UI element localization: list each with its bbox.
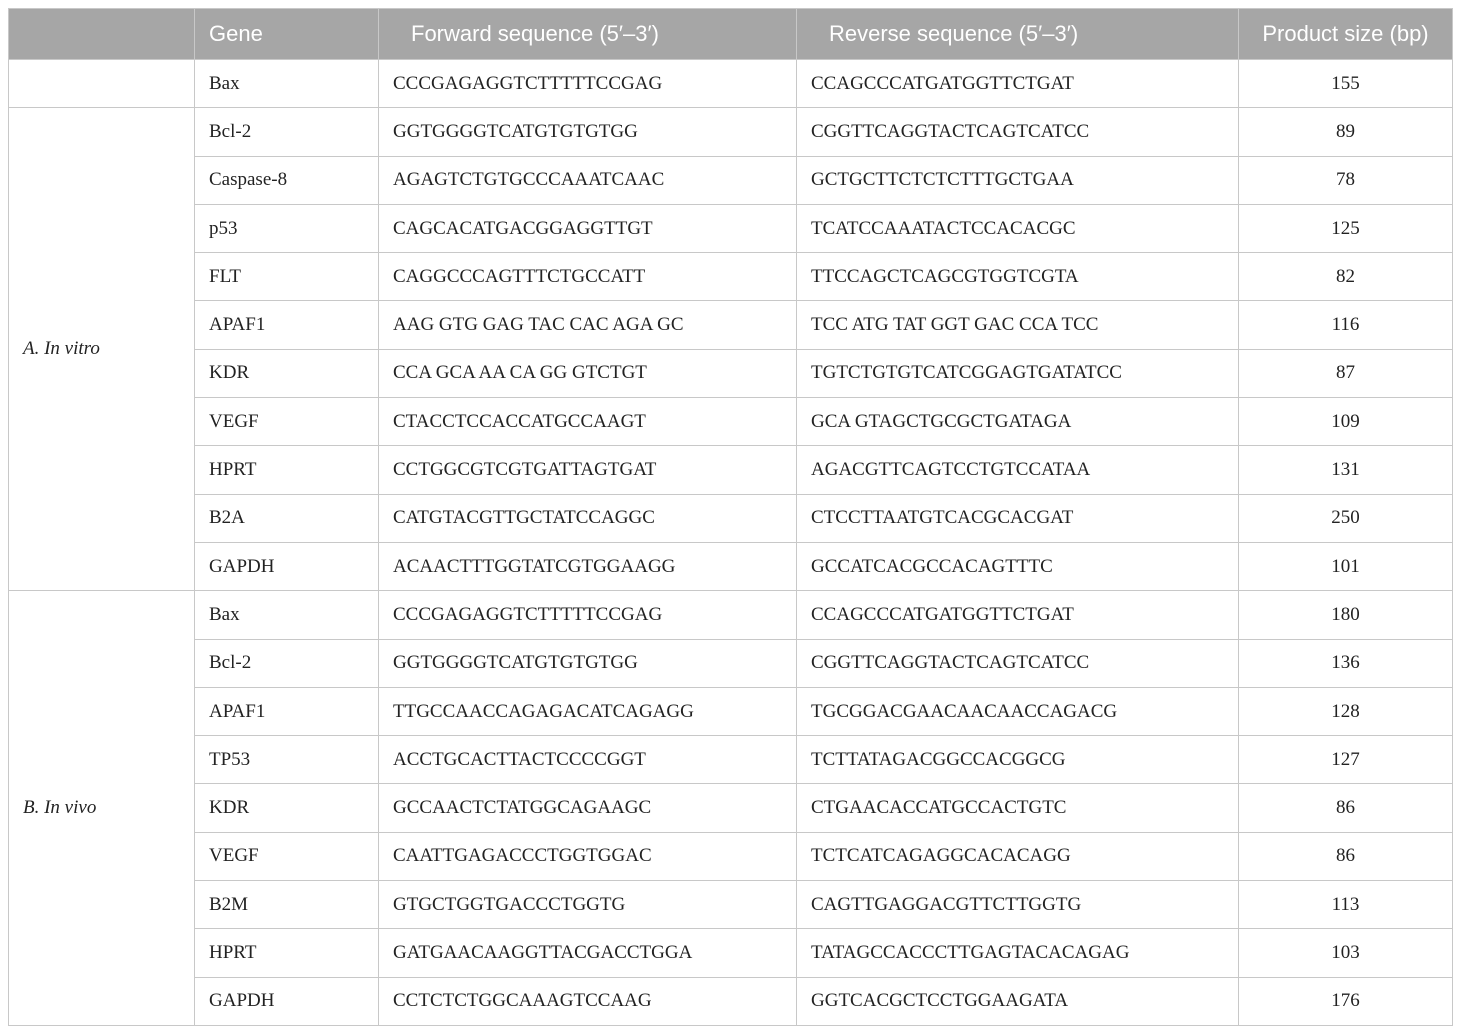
gene-cell: GAPDH bbox=[195, 542, 379, 590]
table-row bbox=[9, 446, 1453, 494]
gene-cell: KDR bbox=[195, 349, 379, 397]
header-reverse: Reverse sequence (5′–3′) bbox=[797, 9, 1239, 60]
size-cell: 113 bbox=[1239, 881, 1453, 929]
reverse-cell: CCAGCCCATGATGGTTCTGAT bbox=[797, 60, 1239, 108]
reverse-cell: TCTTATAGACGGCCACGGCG bbox=[797, 736, 1239, 784]
reverse-cell: TATAGCCACCCTTGAGTACACAGAG bbox=[797, 929, 1239, 977]
gene-cell: Bax bbox=[195, 591, 379, 639]
table-row bbox=[9, 977, 1453, 1025]
reverse-cell: CGGTTCAGGTACTCAGTCATCC bbox=[797, 108, 1239, 156]
table-row bbox=[9, 60, 1453, 108]
primer-table-container bbox=[8, 8, 1453, 1026]
table-row bbox=[9, 349, 1453, 397]
forward-cell: AGAGTCTGTGCCCAAATCAAC bbox=[379, 156, 797, 204]
gene-cell: APAF1 bbox=[195, 687, 379, 735]
header-size: Product size (bp) bbox=[1239, 9, 1453, 60]
reverse-cell: TGTCTGTGTCATCGGAGTGATATCC bbox=[797, 349, 1239, 397]
size-cell: 116 bbox=[1239, 301, 1453, 349]
table-row bbox=[9, 881, 1453, 929]
size-cell: 125 bbox=[1239, 204, 1453, 252]
forward-cell: CCCGAGAGGTCTTTTTCCGAG bbox=[379, 60, 797, 108]
size-cell: 176 bbox=[1239, 977, 1453, 1025]
reverse-cell: TTCCAGCTCAGCGTGGTCGTA bbox=[797, 253, 1239, 301]
group-label: A. In vitro bbox=[9, 108, 195, 591]
reverse-cell: TCC ATG TAT GGT GAC CCA TCC bbox=[797, 301, 1239, 349]
size-cell: 103 bbox=[1239, 929, 1453, 977]
size-cell: 136 bbox=[1239, 639, 1453, 687]
table-row bbox=[9, 929, 1453, 977]
table-row bbox=[9, 639, 1453, 687]
size-cell: 86 bbox=[1239, 784, 1453, 832]
size-cell: 250 bbox=[1239, 494, 1453, 542]
table-row bbox=[9, 108, 1453, 156]
forward-cell: CTACCTCCACCATGCCAAGT bbox=[379, 398, 797, 446]
size-cell: 155 bbox=[1239, 60, 1453, 108]
header-group bbox=[9, 9, 195, 60]
size-cell: 128 bbox=[1239, 687, 1453, 735]
reverse-cell: CGGTTCAGGTACTCAGTCATCC bbox=[797, 639, 1239, 687]
table-row bbox=[9, 494, 1453, 542]
table-row bbox=[9, 542, 1453, 590]
table-row bbox=[9, 301, 1453, 349]
size-cell: 131 bbox=[1239, 446, 1453, 494]
forward-cell: GATGAACAAGGTTACGACCTGGA bbox=[379, 929, 797, 977]
table-body bbox=[9, 60, 1453, 1026]
forward-cell: CAATTGAGACCCTGGTGGAC bbox=[379, 832, 797, 880]
size-cell: 89 bbox=[1239, 108, 1453, 156]
forward-cell: CAGGCCCAGTTTCTGCCATT bbox=[379, 253, 797, 301]
reverse-cell: CTGAACACCATGCCACTGTC bbox=[797, 784, 1239, 832]
forward-cell: CCA GCA AA CA GG GTCTGT bbox=[379, 349, 797, 397]
table-row bbox=[9, 736, 1453, 784]
forward-cell: ACAACTTTGGTATCGTGGAAGG bbox=[379, 542, 797, 590]
table-row bbox=[9, 591, 1453, 639]
gene-cell: B2M bbox=[195, 881, 379, 929]
size-cell: 78 bbox=[1239, 156, 1453, 204]
reverse-cell: GCTGCTTCTCTCTTTGCTGAA bbox=[797, 156, 1239, 204]
forward-cell: GCCAACTCTATGGCAGAAGC bbox=[379, 784, 797, 832]
size-cell: 87 bbox=[1239, 349, 1453, 397]
table-row bbox=[9, 398, 1453, 446]
reverse-cell: TCTCATCAGAGGCACACAGG bbox=[797, 832, 1239, 880]
reverse-cell: CCAGCCCATGATGGTTCTGAT bbox=[797, 591, 1239, 639]
table-row bbox=[9, 687, 1453, 735]
gene-cell: FLT bbox=[195, 253, 379, 301]
reverse-cell: GCA GTAGCTGCGCTGATAGA bbox=[797, 398, 1239, 446]
forward-cell: AAG GTG GAG TAC CAC AGA GC bbox=[379, 301, 797, 349]
gene-cell: VEGF bbox=[195, 832, 379, 880]
gene-cell: Bax bbox=[195, 60, 379, 108]
gene-cell: Caspase-8 bbox=[195, 156, 379, 204]
header-row bbox=[9, 9, 1453, 60]
group-label: B. In vivo bbox=[9, 591, 195, 1026]
forward-cell: ACCTGCACTTACTCCCCGGT bbox=[379, 736, 797, 784]
table-row bbox=[9, 832, 1453, 880]
forward-cell: CCCGAGAGGTCTTTTTCCGAG bbox=[379, 591, 797, 639]
reverse-cell: AGACGTTCAGTCCTGTCCATAA bbox=[797, 446, 1239, 494]
size-cell: 109 bbox=[1239, 398, 1453, 446]
table-row bbox=[9, 253, 1453, 301]
forward-cell: GGTGGGGTCATGTGTGTGG bbox=[379, 639, 797, 687]
table-row bbox=[9, 156, 1453, 204]
gene-cell: Bcl-2 bbox=[195, 639, 379, 687]
reverse-cell: GGTCACGCTCCTGGAAGATA bbox=[797, 977, 1239, 1025]
forward-cell: GTGCTGGTGACCCTGGTG bbox=[379, 881, 797, 929]
gene-cell: VEGF bbox=[195, 398, 379, 446]
reverse-cell: GCCATCACGCCACAGTTTC bbox=[797, 542, 1239, 590]
gene-cell: HPRT bbox=[195, 446, 379, 494]
gene-cell: Bcl-2 bbox=[195, 108, 379, 156]
size-cell: 101 bbox=[1239, 542, 1453, 590]
forward-cell: TTGCCAACCAGAGACATCAGAGG bbox=[379, 687, 797, 735]
gene-cell: TP53 bbox=[195, 736, 379, 784]
gene-cell: GAPDH bbox=[195, 977, 379, 1025]
gene-cell: B2A bbox=[195, 494, 379, 542]
group-cell-empty bbox=[9, 60, 195, 108]
forward-cell: CAGCACATGACGGAGGTTGT bbox=[379, 204, 797, 252]
reverse-cell: TCATCCAAATACTCCACACGC bbox=[797, 204, 1239, 252]
size-cell: 180 bbox=[1239, 591, 1453, 639]
forward-cell: GGTGGGGTCATGTGTGTGG bbox=[379, 108, 797, 156]
forward-cell: CCTGGCGTCGTGATTAGTGAT bbox=[379, 446, 797, 494]
forward-cell: CCTCTCTGGCAAAGTCCAAG bbox=[379, 977, 797, 1025]
size-cell: 86 bbox=[1239, 832, 1453, 880]
table-row bbox=[9, 204, 1453, 252]
table-header bbox=[9, 9, 1453, 60]
size-cell: 127 bbox=[1239, 736, 1453, 784]
gene-cell: p53 bbox=[195, 204, 379, 252]
forward-cell: CATGTACGTTGCTATCCAGGC bbox=[379, 494, 797, 542]
reverse-cell: TGCGGACGAACAACAACCAGACG bbox=[797, 687, 1239, 735]
header-forward: Forward sequence (5′–3′) bbox=[379, 9, 797, 60]
gene-cell: KDR bbox=[195, 784, 379, 832]
reverse-cell: CTCCTTAATGTCACGCACGAT bbox=[797, 494, 1239, 542]
size-cell: 82 bbox=[1239, 253, 1453, 301]
gene-cell: HPRT bbox=[195, 929, 379, 977]
header-gene: Gene bbox=[195, 9, 379, 60]
reverse-cell: CAGTTGAGGACGTTCTTGGTG bbox=[797, 881, 1239, 929]
primer-table bbox=[8, 8, 1453, 1026]
table-row bbox=[9, 784, 1453, 832]
gene-cell: APAF1 bbox=[195, 301, 379, 349]
